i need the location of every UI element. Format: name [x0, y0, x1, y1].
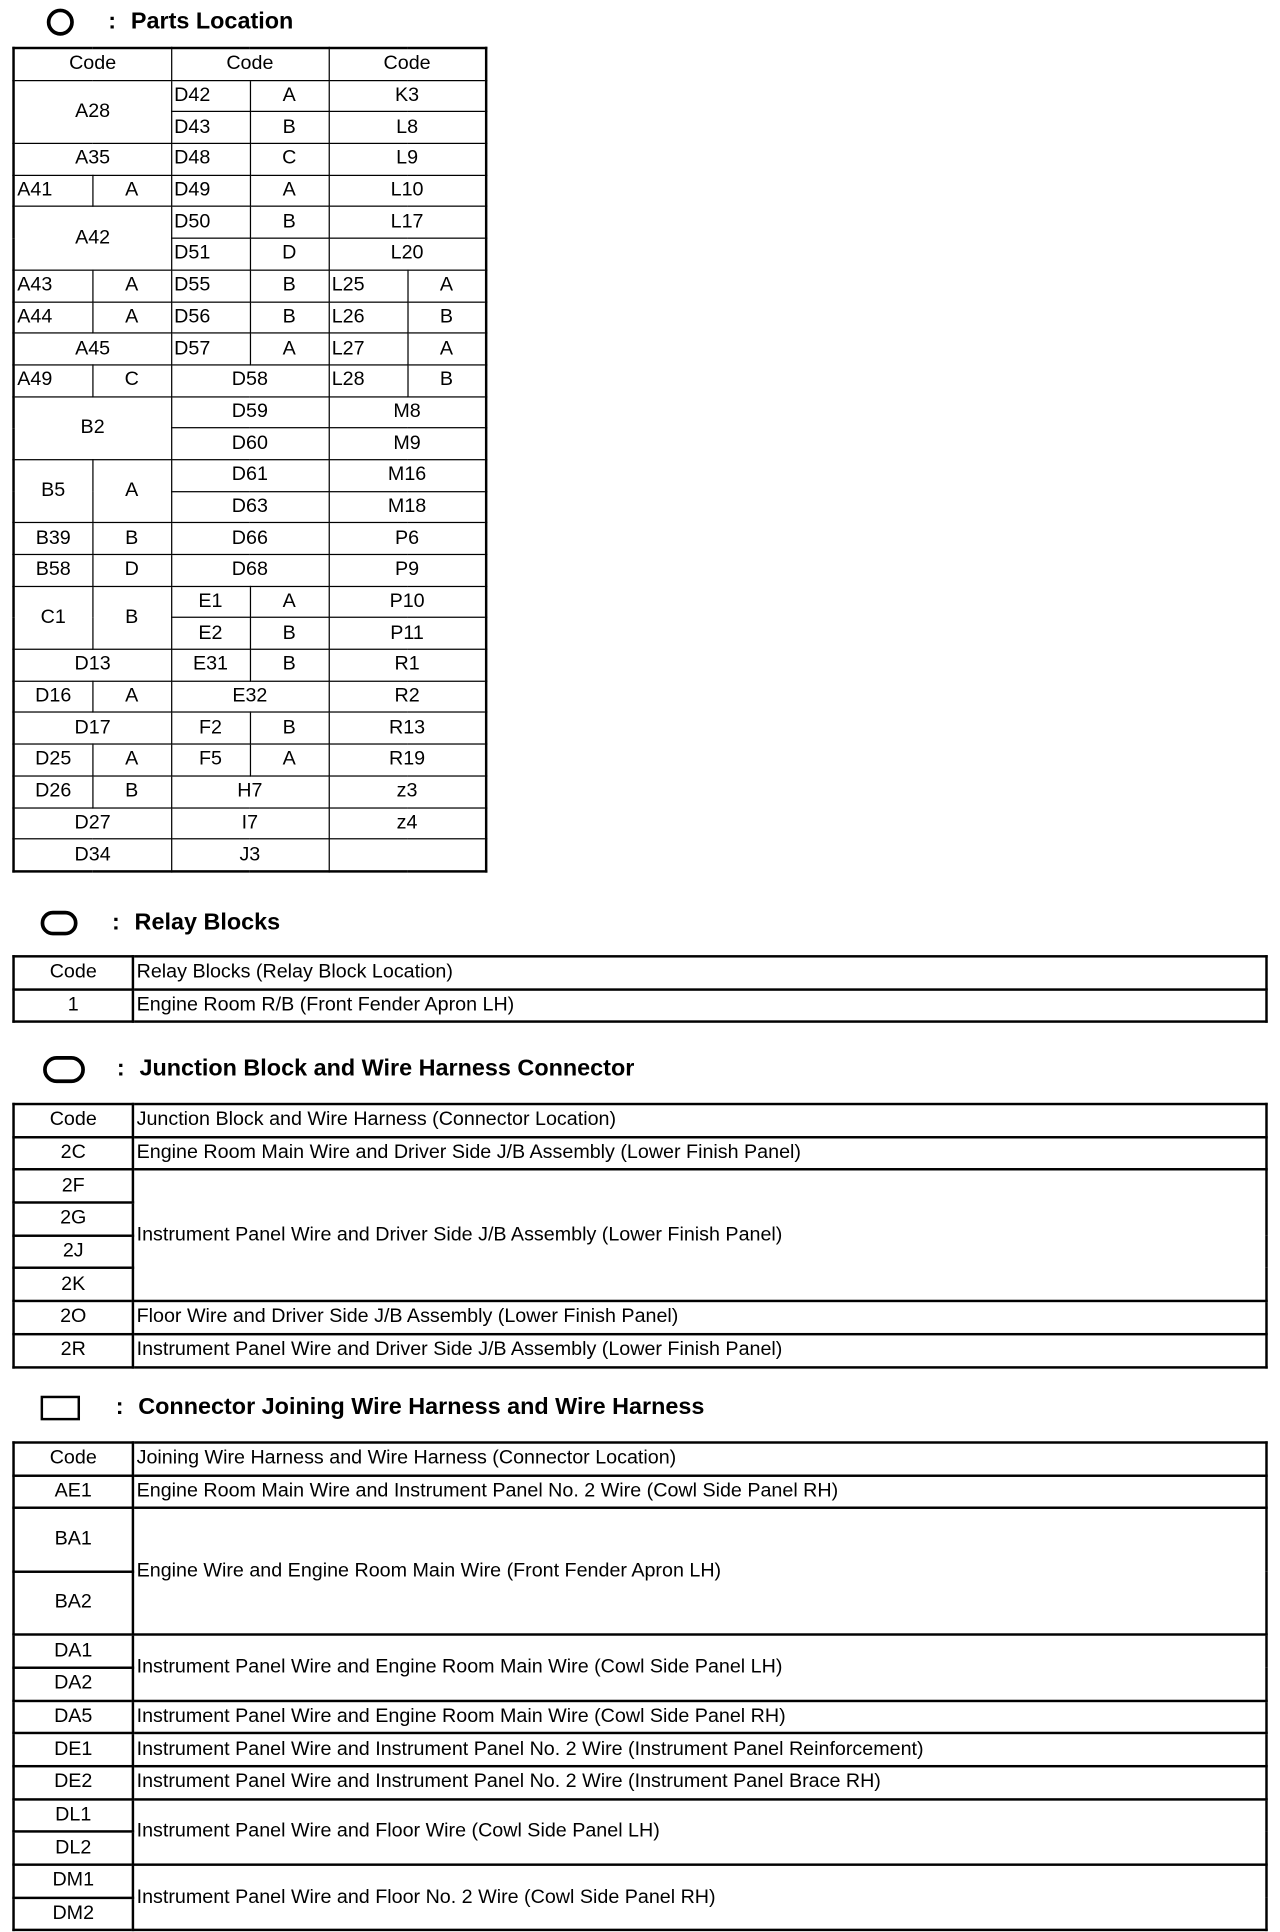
code-cell: B5 — [14, 460, 93, 523]
code-cell: D48 — [171, 143, 250, 175]
code-cell: B2 — [14, 396, 172, 459]
junction-block-table — [12, 1103, 1267, 1368]
location-cell: Instrument Panel Wire and Floor Wire (Cowl Side Panel LH) — [133, 1799, 1267, 1865]
location-cell: Floor Wire and Driver Side J/B Assembly (Lower Finish Panel) — [133, 1301, 1267, 1334]
code-cell: D66 — [171, 523, 329, 555]
code-cell: DA5 — [14, 1700, 133, 1733]
code-cell: P9 — [329, 554, 487, 586]
letter-cell: B — [92, 776, 171, 808]
code-cell: 2J — [14, 1235, 133, 1268]
code-cell: A43 — [14, 270, 93, 302]
code-cell: E1 — [171, 586, 250, 618]
header-cell: Joining Wire Harness and Wire Harness (Connector Location) — [133, 1442, 1267, 1475]
code-cell: D42 — [171, 80, 250, 112]
letter-cell: B — [92, 586, 171, 649]
heading-colon: : — [108, 8, 117, 35]
letter-cell: C — [250, 143, 329, 175]
letter-cell: D — [250, 238, 329, 270]
code-cell: D57 — [171, 333, 250, 365]
code-cell: D17 — [14, 713, 172, 745]
letter-cell: B — [407, 302, 486, 334]
code-cell: D16 — [14, 681, 93, 713]
code-cell: D68 — [171, 554, 329, 586]
section-title: Relay Blocks — [134, 909, 281, 936]
oval-symbol-icon — [41, 911, 78, 936]
letter-cell: A — [92, 460, 171, 523]
code-cell: BA1 — [14, 1508, 133, 1571]
code-cell: DA2 — [14, 1668, 133, 1701]
code-cell: L17 — [329, 207, 487, 239]
letter-cell: A — [250, 175, 329, 207]
code-cell: J3 — [171, 839, 329, 871]
code-cell: F5 — [171, 744, 250, 776]
code-cell: D34 — [14, 839, 172, 871]
code-cell: D56 — [171, 302, 250, 334]
code-cell: A44 — [14, 302, 93, 334]
location-cell: Instrument Panel Wire and Engine Room Main Wire (Cowl Side Panel RH) — [133, 1700, 1267, 1733]
code-cell: B58 — [14, 554, 93, 586]
code-cell: DM1 — [14, 1865, 133, 1898]
code-cell: D27 — [14, 807, 172, 839]
section-title: Parts Location — [130, 8, 294, 35]
letter-cell: B — [250, 713, 329, 745]
code-cell: M18 — [329, 491, 487, 523]
code-cell: 2F — [14, 1170, 133, 1203]
code-cell: L28 — [329, 365, 408, 397]
code-cell: L26 — [329, 302, 408, 334]
letter-cell: B — [250, 302, 329, 334]
empty-cell — [329, 839, 487, 871]
code-cell: P11 — [329, 618, 487, 650]
location-cell: Instrument Panel Wire and Instrument Panel No. 2 Wire (Instrument Panel Brace RH) — [133, 1766, 1267, 1799]
letter-cell: A — [92, 175, 171, 207]
code-cell: D43 — [171, 112, 250, 144]
code-cell: K3 — [329, 80, 487, 112]
location-cell: Engine Room Main Wire and Driver Side J/B Assembly (Lower Finish Panel) — [133, 1137, 1267, 1170]
header-cell: Code — [329, 48, 487, 80]
code-cell: L9 — [329, 143, 487, 175]
code-cell: E32 — [171, 681, 329, 713]
code-cell: D13 — [14, 649, 172, 681]
letter-cell: B — [250, 207, 329, 239]
code-cell: H7 — [171, 776, 329, 808]
code-cell: 2K — [14, 1268, 133, 1301]
letter-cell: B — [250, 649, 329, 681]
header-cell: Relay Blocks (Relay Block Location) — [133, 956, 1267, 989]
code-cell: R19 — [329, 744, 487, 776]
parts-location-table — [12, 47, 487, 873]
letter-cell: A — [92, 270, 171, 302]
code-cell: D50 — [171, 207, 250, 239]
relay-blocks-heading — [0, 907, 280, 939]
letter-cell: B — [92, 523, 171, 555]
code-cell: P10 — [329, 586, 487, 618]
code-cell: A45 — [14, 333, 172, 365]
letter-cell: A — [407, 333, 486, 365]
header-cell: Junction Block and Wire Harness (Connector Location) — [133, 1104, 1267, 1137]
location-cell: Engine Wire and Engine Room Main Wire (Front Fender Apron LH) — [133, 1508, 1267, 1635]
code-cell: L10 — [329, 175, 487, 207]
letter-cell: B — [250, 112, 329, 144]
header-cell: Code — [14, 1104, 133, 1137]
code-cell: A41 — [14, 175, 93, 207]
letter-cell: A — [92, 681, 171, 713]
code-cell: DE2 — [14, 1766, 133, 1799]
code-cell: D25 — [14, 744, 93, 776]
code-cell: DM2 — [14, 1897, 133, 1930]
location-cell: Instrument Panel Wire and Driver Side J/B Assembly (Lower Finish Panel) — [133, 1334, 1267, 1367]
letter-cell: B — [250, 618, 329, 650]
letter-cell: A — [92, 744, 171, 776]
code-cell: A28 — [14, 80, 172, 143]
code-cell: D58 — [171, 365, 329, 397]
code-cell: DE1 — [14, 1733, 133, 1766]
code-cell: L27 — [329, 333, 408, 365]
code-cell: A42 — [14, 207, 172, 270]
code-cell: F2 — [171, 713, 250, 745]
relay-blocks-table — [12, 955, 1267, 1023]
connector-joining-heading — [0, 1392, 704, 1424]
code-cell: A35 — [14, 143, 172, 175]
circle-symbol-icon — [47, 9, 74, 36]
letter-cell: B — [250, 270, 329, 302]
header-cell: Code — [14, 48, 172, 80]
letter-cell: A — [407, 270, 486, 302]
location-cell: Instrument Panel Wire and Floor No. 2 Wire (Cowl Side Panel RH) — [133, 1865, 1267, 1931]
code-cell: E2 — [171, 618, 250, 650]
code-cell: 1 — [14, 989, 133, 1022]
code-cell: M9 — [329, 428, 487, 460]
code-cell: E31 — [171, 649, 250, 681]
code-cell: 2R — [14, 1334, 133, 1367]
connector-joining-table — [12, 1441, 1267, 1931]
letter-cell: B — [407, 365, 486, 397]
code-cell: z4 — [329, 807, 487, 839]
code-cell: DL2 — [14, 1832, 133, 1865]
location-cell: Engine Room Main Wire and Instrument Panel No. 2 Wire (Cowl Side Panel RH) — [133, 1475, 1267, 1508]
code-cell: 2C — [14, 1137, 133, 1170]
code-cell: A49 — [14, 365, 93, 397]
header-cell: Code — [14, 1442, 133, 1475]
code-cell: D63 — [171, 491, 329, 523]
code-cell: M8 — [329, 396, 487, 428]
rounded-oval-symbol-icon — [43, 1056, 85, 1083]
code-cell: D49 — [171, 175, 250, 207]
letter-cell: A — [250, 80, 329, 112]
code-cell: R2 — [329, 681, 487, 713]
code-cell: L25 — [329, 270, 408, 302]
code-cell: I7 — [171, 807, 329, 839]
letter-cell: D — [92, 554, 171, 586]
code-cell: DA1 — [14, 1635, 133, 1668]
code-cell: 2G — [14, 1203, 133, 1236]
header-cell: Code — [171, 48, 329, 80]
section-title: Junction Block and Wire Harness Connector — [139, 1056, 635, 1082]
code-cell: D55 — [171, 270, 250, 302]
code-cell: B39 — [14, 523, 93, 555]
code-cell: AE1 — [14, 1475, 133, 1508]
header-cell: Code — [14, 956, 133, 989]
code-cell: DL1 — [14, 1799, 133, 1832]
location-cell: Instrument Panel Wire and Instrument Panel No. 2 Wire (Instrument Panel Reinforcement) — [133, 1733, 1267, 1766]
location-cell: Instrument Panel Wire and Engine Room Main Wire (Cowl Side Panel LH) — [133, 1635, 1267, 1701]
code-cell: R1 — [329, 649, 487, 681]
location-cell: Instrument Panel Wire and Driver Side J/B Assembly (Lower Finish Panel) — [133, 1170, 1267, 1301]
section-title: Connector Joining Wire Harness and Wire Harness — [138, 1394, 705, 1421]
code-cell: D61 — [171, 460, 329, 492]
letter-cell: A — [250, 586, 329, 618]
code-cell: D26 — [14, 776, 93, 808]
code-cell: L20 — [329, 238, 487, 270]
code-cell: D60 — [171, 428, 329, 460]
code-cell: C1 — [14, 586, 93, 649]
letter-cell: C — [92, 365, 171, 397]
heading-colon: : — [116, 1056, 125, 1082]
letter-cell: A — [250, 744, 329, 776]
rectangle-symbol-icon — [41, 1396, 80, 1421]
location-cell: Engine Room R/B (Front Fender Apron LH) — [133, 989, 1267, 1022]
code-cell: P6 — [329, 523, 487, 555]
junction-block-heading — [0, 1054, 634, 1086]
letter-cell: A — [92, 302, 171, 334]
code-cell: z3 — [329, 776, 487, 808]
code-cell: D59 — [171, 396, 329, 428]
heading-colon: : — [112, 909, 120, 936]
code-cell: L8 — [329, 112, 487, 144]
letter-cell: A — [250, 333, 329, 365]
code-cell: BA2 — [14, 1571, 133, 1634]
heading-colon: : — [115, 1394, 124, 1421]
parts-location-heading — [0, 6, 293, 38]
code-cell: M16 — [329, 460, 487, 492]
code-cell: R13 — [329, 713, 487, 745]
code-cell: 2O — [14, 1301, 133, 1334]
code-cell: D51 — [171, 238, 250, 270]
